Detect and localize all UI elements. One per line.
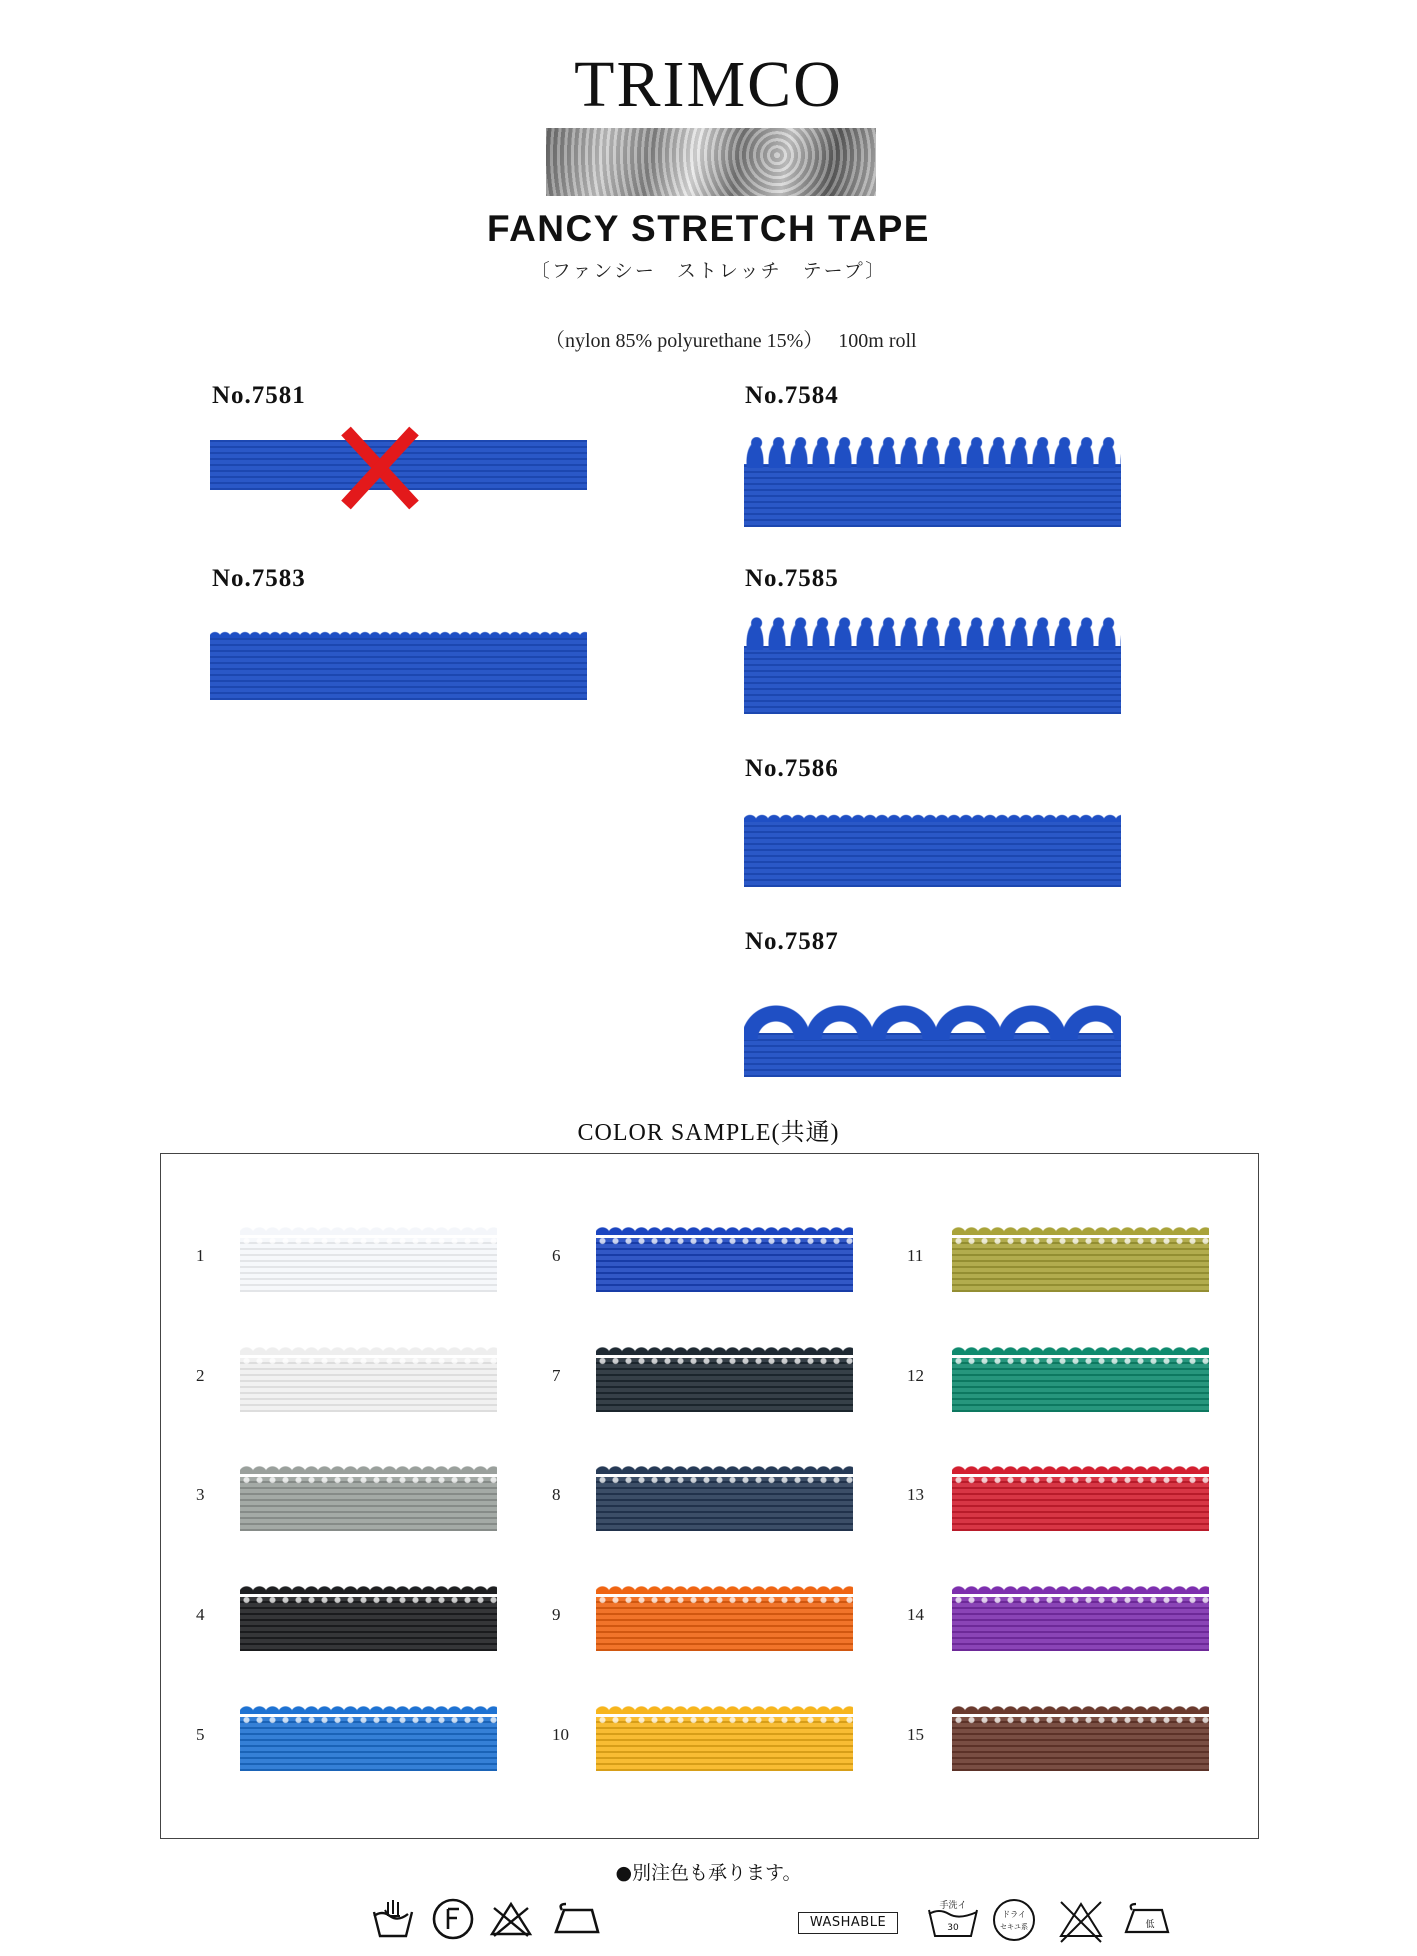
tape-sample-7586 bbox=[744, 810, 1121, 887]
swatch-picot-holes bbox=[240, 1595, 497, 1605]
swatch-body bbox=[952, 1238, 1209, 1292]
swatch-body bbox=[596, 1477, 853, 1531]
swatch-number: 14 bbox=[907, 1605, 924, 1624]
color-swatch-8 bbox=[596, 1461, 853, 1531]
hand-wash-icon bbox=[370, 1896, 416, 1946]
page-subtitle: 〔ファンシー ストレッチ テープ〕 bbox=[530, 260, 887, 282]
swatch-body bbox=[952, 1597, 1209, 1651]
wash-temp-text: 30 bbox=[947, 1923, 959, 1933]
brand-banner-photo bbox=[546, 128, 876, 196]
swatch-picot-holes bbox=[952, 1236, 1209, 1246]
iron-low-icon bbox=[1120, 1896, 1174, 1946]
color-swatch-10 bbox=[596, 1701, 853, 1771]
swatch-number: 5 bbox=[196, 1725, 205, 1744]
swatch-picot-holes bbox=[952, 1356, 1209, 1366]
color-swatch-4 bbox=[240, 1581, 497, 1651]
swatch-picot-holes bbox=[952, 1595, 1209, 1605]
color-swatch-3 bbox=[240, 1461, 497, 1531]
swatch-number: 15 bbox=[907, 1725, 924, 1744]
swatch-body bbox=[596, 1717, 853, 1771]
color-swatch-7 bbox=[596, 1342, 853, 1412]
tape-body bbox=[210, 636, 587, 700]
wash-tub-text: 手洗イ bbox=[939, 1901, 967, 1911]
iron-low-text: 低 bbox=[1145, 1920, 1155, 1930]
product-label-7587: No.7587 bbox=[745, 928, 839, 955]
wash-tub-30-icon bbox=[925, 1896, 981, 1946]
product-label-7583: No.7583 bbox=[212, 565, 306, 592]
tape-edge bbox=[744, 810, 1121, 824]
swatch-number: 3 bbox=[196, 1485, 205, 1504]
dry-clean-text-2: セキユ系 bbox=[1000, 1923, 1028, 1931]
color-swatch-6 bbox=[596, 1222, 853, 1292]
swatch-picot-holes bbox=[596, 1236, 853, 1246]
tape-edge bbox=[744, 980, 1121, 1040]
dry-clean-petroleum-icon bbox=[990, 1896, 1038, 1946]
swatch-picot-holes bbox=[240, 1715, 497, 1725]
color-swatch-9 bbox=[596, 1581, 853, 1651]
tape-sample-7587 bbox=[744, 980, 1121, 1077]
swatch-body bbox=[952, 1358, 1209, 1412]
swatch-picot-holes bbox=[240, 1475, 497, 1485]
product-label-7581: No.7581 bbox=[212, 382, 306, 409]
swatch-body bbox=[240, 1717, 497, 1771]
swatch-number: 2 bbox=[196, 1366, 205, 1385]
tape-edge bbox=[744, 437, 1121, 468]
swatch-body bbox=[952, 1717, 1209, 1771]
color-swatch-13 bbox=[952, 1461, 1209, 1531]
tape-body bbox=[744, 464, 1121, 527]
swatch-number: 13 bbox=[907, 1485, 924, 1504]
swatch-body bbox=[240, 1597, 497, 1651]
color-swatch-11 bbox=[952, 1222, 1209, 1292]
swatch-picot-holes bbox=[596, 1356, 853, 1366]
product-label-7586: No.7586 bbox=[745, 755, 839, 782]
swatch-number: 1 bbox=[196, 1246, 205, 1265]
product-label-7585: No.7585 bbox=[745, 565, 839, 592]
product-label-7584: No.7584 bbox=[745, 382, 839, 409]
color-swatch-12 bbox=[952, 1342, 1209, 1412]
page-title: FANCY STRETCH TAPE bbox=[487, 208, 930, 249]
swatch-picot-holes bbox=[952, 1475, 1209, 1485]
brand-logo: TRIMCO bbox=[574, 48, 843, 121]
no-chlorine-bleach-icon bbox=[1055, 1896, 1107, 1946]
swatch-body bbox=[240, 1358, 497, 1412]
tape-sample-7584 bbox=[744, 437, 1121, 527]
color-swatch-15 bbox=[952, 1701, 1209, 1771]
dry-clean-f-icon bbox=[430, 1896, 476, 1946]
swatch-number: 11 bbox=[907, 1246, 924, 1265]
swatch-number: 7 bbox=[552, 1366, 561, 1385]
swatch-picot-holes bbox=[240, 1356, 497, 1366]
iron-icon bbox=[548, 1896, 604, 1946]
color-sample-title: COLOR SAMPLE(共通) bbox=[577, 1120, 840, 1146]
color-swatch-5 bbox=[240, 1701, 497, 1771]
swatch-number: 10 bbox=[552, 1725, 569, 1744]
discontinued-x-icon bbox=[338, 425, 422, 511]
tape-edge bbox=[210, 628, 587, 640]
tape-sample-7583 bbox=[210, 628, 587, 700]
swatch-number: 6 bbox=[552, 1246, 561, 1265]
color-swatch-1 bbox=[240, 1222, 497, 1292]
swatch-body bbox=[240, 1477, 497, 1531]
swatch-number: 9 bbox=[552, 1605, 561, 1624]
tape-sample-7585 bbox=[744, 617, 1121, 714]
custom-color-note: ●別注色も承ります。 bbox=[615, 1862, 802, 1884]
swatch-body bbox=[596, 1238, 853, 1292]
swatch-number: 4 bbox=[196, 1605, 205, 1624]
material-spec: （nylon 85% polyurethane 15%） 100m roll bbox=[545, 330, 917, 352]
swatch-body bbox=[596, 1597, 853, 1651]
swatch-body bbox=[952, 1477, 1209, 1531]
swatch-body bbox=[596, 1358, 853, 1412]
swatch-body bbox=[240, 1238, 497, 1292]
color-swatch-14 bbox=[952, 1581, 1209, 1651]
washable-label: WASHABLE bbox=[798, 1912, 898, 1934]
swatch-picot-holes bbox=[596, 1715, 853, 1725]
swatch-picot-holes bbox=[596, 1595, 853, 1605]
tape-edge bbox=[744, 617, 1121, 650]
swatch-picot-holes bbox=[240, 1236, 497, 1246]
tape-body bbox=[744, 820, 1121, 887]
color-swatch-2 bbox=[240, 1342, 497, 1412]
swatch-number: 12 bbox=[907, 1366, 924, 1385]
no-bleach-icon bbox=[488, 1896, 534, 1946]
swatch-number: 8 bbox=[552, 1485, 561, 1504]
tape-body bbox=[744, 646, 1121, 714]
swatch-picot-holes bbox=[952, 1715, 1209, 1725]
dry-clean-text-1: ドライ bbox=[1002, 1910, 1026, 1919]
swatch-picot-holes bbox=[596, 1475, 853, 1485]
